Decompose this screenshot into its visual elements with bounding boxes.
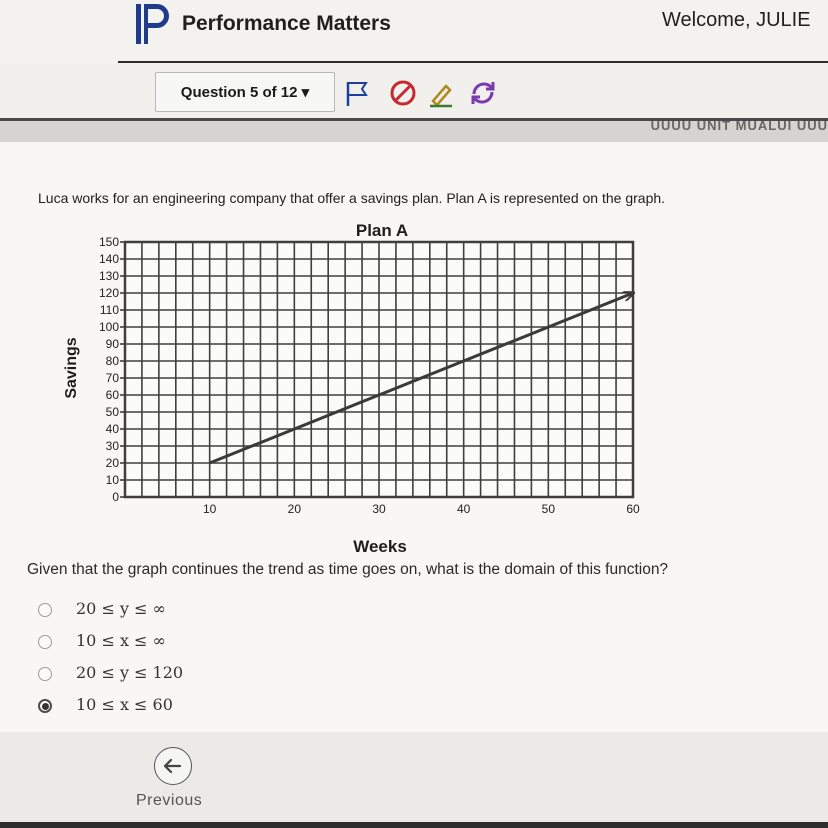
y-tick-label: 10 [105,473,119,487]
performance-matters-logo [132,2,172,46]
y-tick-label: 30 [105,439,119,453]
flag-icon[interactable] [342,78,372,108]
arrow-left-icon [155,748,191,784]
chart-grid [125,242,633,497]
y-tick-label: 60 [105,388,119,402]
previous-button[interactable] [154,747,192,785]
ban-icon[interactable] [388,78,418,108]
option-radio[interactable] [38,667,52,681]
option-label: 10 ≤ x ≤ 60 [76,695,173,714]
option-label: 20 ≤ y ≤ ∞ [76,599,166,618]
x-tick-label: 40 [456,502,471,516]
question-selector[interactable]: Question 5 of 12 ▾ [155,72,335,112]
y-tick-label: 80 [105,354,119,368]
x-axis-label: Weeks [353,537,407,556]
header-divider [118,61,828,63]
question-prompt: Luca works for an engineering company that offer a savings plan. Plan A is represented on the graph. [38,190,666,206]
refresh-icon[interactable] [468,78,498,108]
footer-nav [0,732,828,828]
y-tick-label: 120 [98,286,119,300]
y-tick-label: 0 [112,490,119,504]
x-tick-label: 60 [626,502,640,516]
x-tick-label: 30 [372,502,386,516]
y-tick-label: 20 [105,456,119,470]
option-label: 10 ≤ x ≤ ∞ [76,631,166,650]
y-tick-label: 130 [98,269,119,283]
y-tick-label: 40 [105,422,119,436]
y-tick-label: 140 [98,252,119,266]
y-tick-label: 150 [98,235,119,249]
x-tick-label: 10 [202,502,217,516]
chart-title: Plan A [355,221,409,240]
app-title: Performance Matters [182,12,391,35]
option-label: 20 ≤ y ≤ 120 [76,663,184,682]
y-tick-label: 100 [98,320,119,334]
topic-title: UUUU UNIT MUALUI UUU [650,118,828,133]
y-tick-label: 70 [105,371,119,385]
y-tick-label: 90 [105,337,119,351]
option-radio[interactable] [38,635,52,649]
option-radio[interactable] [38,699,52,713]
question-text: Given that the graph continues the trend as time goes on, what is the domain of this function? [27,561,669,578]
x-tick-label: 50 [541,502,556,516]
y-axis-label: Savings [63,337,80,399]
bottom-bar [0,822,828,828]
previous-label[interactable]: Previous [136,792,203,809]
x-tick-label: 20 [287,502,302,516]
option-radio[interactable] [38,603,52,617]
welcome-message: Welcome, JULIE [662,9,811,31]
y-tick-label: 110 [99,303,119,317]
plan-a-chart [50,212,660,557]
pencil-icon[interactable] [426,78,456,108]
y-tick-label: 50 [105,405,119,419]
